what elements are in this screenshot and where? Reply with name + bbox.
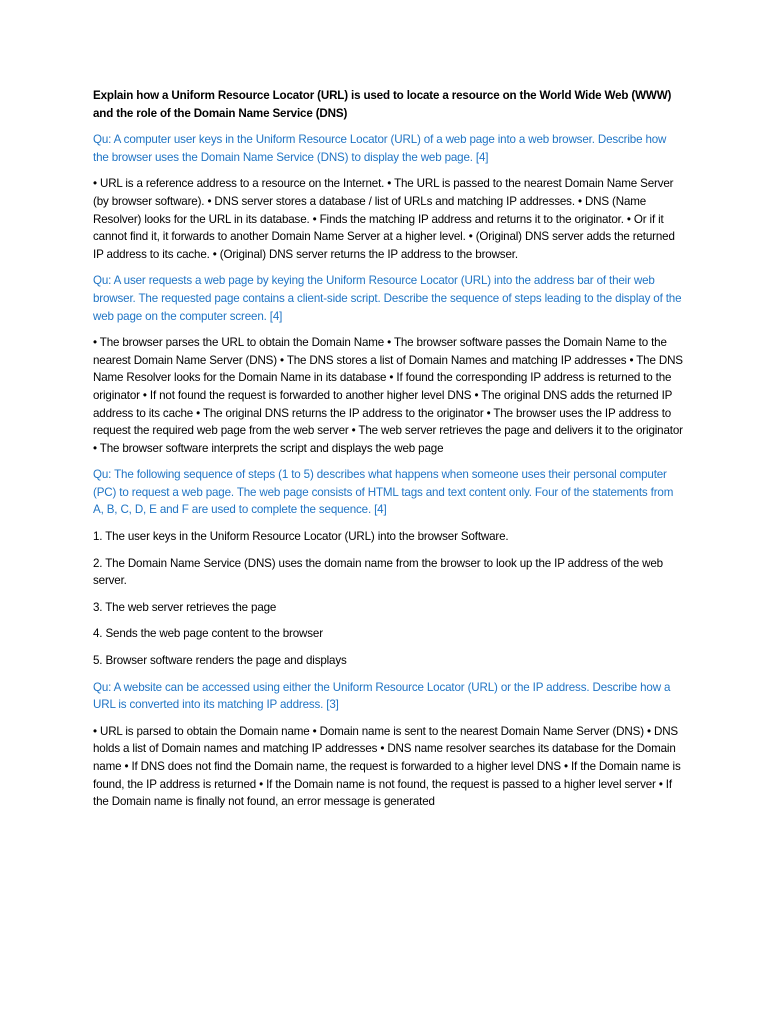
answer-1: • URL is a reference address to a resource on the Internet. • The URL is passed to the nearest Domain Name Server (by browser software). • DNS server stores a database / list of URLs and matching IP addresses. • DNS (Name Resolver) looks for the URL in its database. • Finds the matching IP address and returns it to the originator. • Or if it cannot find it, it forwards to another Domain Name Server at a higher level. • (Original) DNS server adds the returned IP address to its cache. • (Original) DNS server returns the IP address to the browser. xyxy=(93,177,675,261)
document-page xyxy=(93,87,683,820)
question-1: Qu: A computer user keys in the Uniform Resource Locator (URL) of a web page into a web browser. Describe how the browser uses the Domain Name Service (DNS) to display the web page. [4] xyxy=(93,133,667,164)
step-5: 5. Browser software renders the page and displays xyxy=(93,654,347,668)
answer-4: • URL is parsed to obtain the Domain name • Domain name is sent to the nearest Domain Name Server (DNS) • DNS holds a list of Domain names and matching IP addresses • DNS name resolver searches its database for the Domain name • If DNS does not find the Domain name, the request is forwarded to a higher level DNS • If the Domain name is found, the IP address is returned • If the Domain name is not found, the request is passed to a higher level server • If the Domain name is finally not found, an error message is generated xyxy=(93,724,681,809)
question-4: Qu: A website can be accessed using either the Uniform Resource Locator (URL) or the IP address. Describe how a URL is converted into its matching IP address. [3] xyxy=(93,680,671,712)
question-2: Qu: A user requests a web page by keying the Uniform Resource Locator (URL) into the address bar of their web browser. The requested page contains a client-side script. Describe the sequence of steps leading to the display of the web page on the computer screen. [4] xyxy=(93,274,682,323)
answer-2: • The browser parses the URL to obtain the Domain Name • The browser software passes the Domain Name to the nearest Domain Name Server (DNS) • The DNS stores a list of Domain Names and matching IP addresses • The DNS Name Resolver looks for the Domain Name in its database • If found the corresponding IP address is returned to the originator • If not found the request is forwarded to another higher level DNS • The original DNS adds the returned IP address to its cache • The original DNS returns the IP address to the originator • The browser uses the IP address to request the required web page from the web server • The web server retrieves the page and delivers it to the originator • The browser software interprets the script and displays the web page xyxy=(93,336,683,455)
step-2: 2. The Domain Name Service (DNS) uses the domain name from the browser to look up the IP address of the web server. xyxy=(93,556,663,588)
step-3: 3. The web server retrieves the page xyxy=(93,600,277,614)
question-3: Qu: The following sequence of steps (1 to 5) describes what happens when someone uses their personal computer (PC) to request a web page. The web page consists of HTML tags and text content only. Four of the statements from A, B, C, D, E and F are used to complete the sequence. [4] xyxy=(93,468,674,517)
step-1: 1. The user keys in the Uniform Resource Locator (URL) into the browser Software. xyxy=(93,530,509,544)
step-4: 4. Sends the web page content to the browser xyxy=(93,627,323,641)
document-heading: Explain how a Uniform Resource Locator (URL) is used to locate a resource on the World Wide Web (WWW) and the role of the Domain Name Service (DNS) xyxy=(93,89,672,120)
